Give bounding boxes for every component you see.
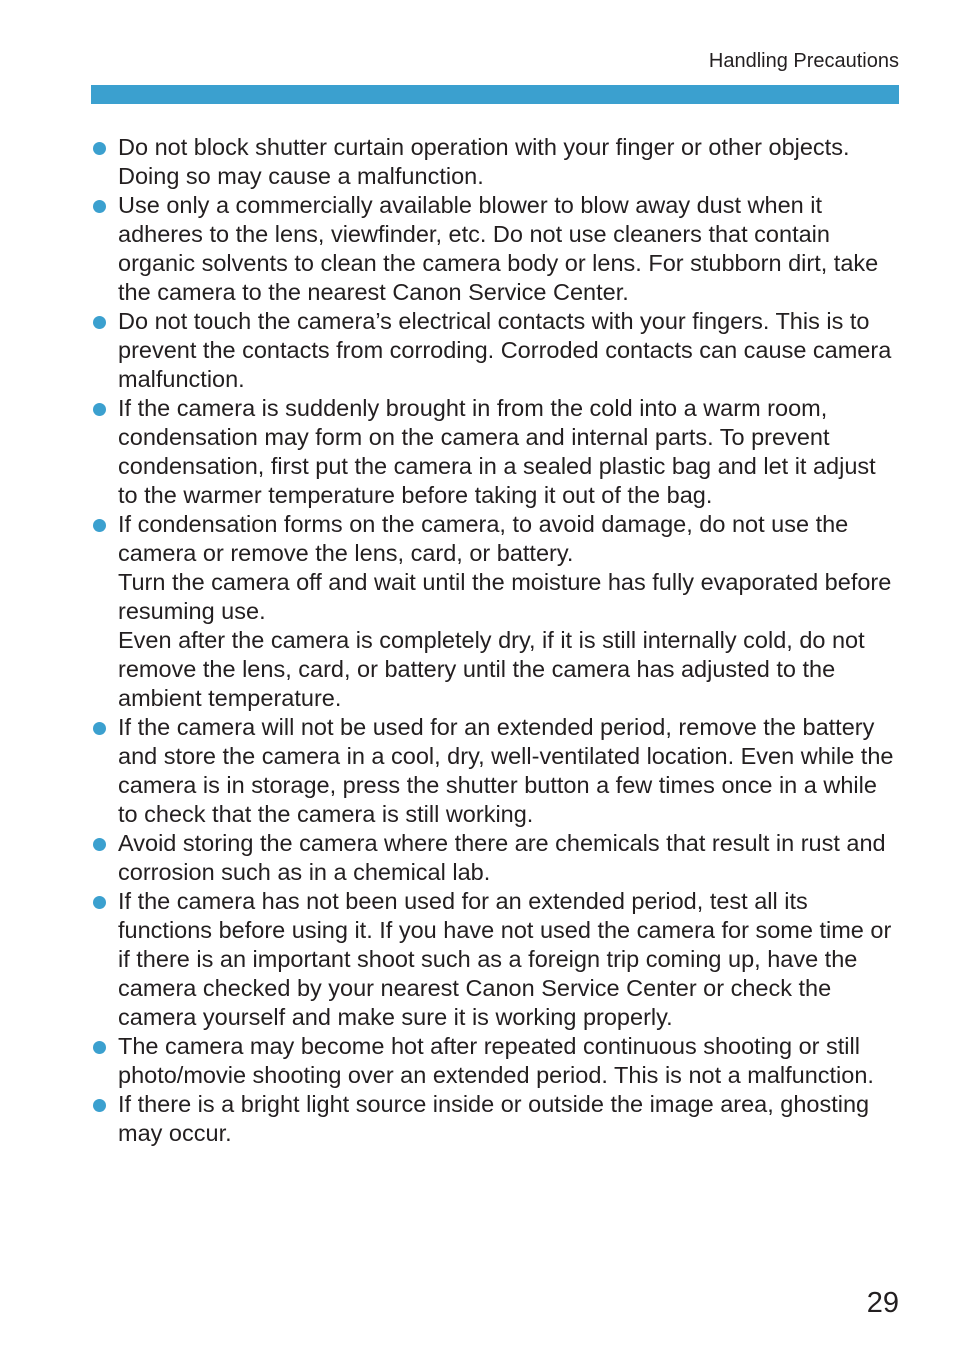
list-item-text: Do not touch the camera’s electrical contacts with your fingers. This is to prevent the contacts from corroding. Corroded contacts can cause camera malfunction.: [118, 308, 892, 392]
bullet-dot-icon: [93, 1041, 106, 1054]
bullet-dot-icon: [93, 142, 106, 155]
list-item-text: The camera may become hot after repeated continuous shooting or still photo/movie shooting over an extended period. This is not a malfunction.: [118, 1033, 874, 1088]
list-item-text: Use only a commercially available blower to blow away dust when it adheres to the lens, viewfinder, etc. Do not use cleaners that contain organic solvents to clean the camera body or lens. For stubborn dirt, take the camera to the nearest Canon Service Center.: [118, 192, 879, 305]
list-item-text: Turn the camera off and wait until the moisture has fully evaporated before resuming use.: [118, 569, 892, 624]
bullet-dot-icon: [93, 403, 106, 416]
list-item: [91, 829, 899, 887]
list-item: [91, 510, 899, 713]
section-title: Handling Precautions: [708, 50, 899, 72]
list-item-text: If the camera will not be used for an extended period, remove the battery and store the camera in a cool, dry, well-ventilated location. Even while the camera is in storage, press the shutter button a few times once in a while to check that the camera is still working.: [118, 714, 894, 827]
header-accent-bar: [91, 85, 899, 104]
list-item-text: Even after the camera is completely dry, if it is still internally cold, do not remove the lens, card, or battery until the camera has adjusted to the ambient temperature.: [118, 627, 865, 711]
list-item-text: If the camera is suddenly brought in from the cold into a warm room, condensation may form on the camera and internal parts. To prevent condensation, first put the camera in a sealed plastic bag and let it adjust to the warmer temperature before taking it out of the bag.: [118, 395, 876, 508]
list-item: [91, 1090, 899, 1148]
bullet-dot-icon: [93, 200, 106, 213]
page-number: 29: [866, 1287, 899, 1319]
bullet-dot-icon: [93, 1099, 106, 1112]
bullet-dot-icon: [93, 316, 106, 329]
bullet-dot-icon: [93, 519, 106, 532]
list-item-text: If the camera has not been used for an extended period, test all its functions before using it. If you have not used the camera for some time or if there is an important shoot such as a foreign trip coming up, have the camera checked by your nearest Canon Service Center or check the camera yourself and make sure it is working properly.: [118, 888, 892, 1030]
list-item: [91, 133, 899, 191]
bullet-dot-icon: [93, 838, 106, 851]
precautions-list: [91, 133, 899, 1148]
list-item-text: If there is a bright light source inside or outside the image area, ghosting may occur.: [118, 1091, 870, 1146]
list-item-text: If condensation forms on the camera, to avoid damage, do not use the camera or remove the lens, card, or battery.: [118, 511, 849, 566]
list-item: [91, 307, 899, 394]
list-item: [91, 1032, 899, 1090]
list-item-text: Do not block shutter curtain operation with your finger or other objects. Doing so may cause a malfunction.: [118, 134, 850, 189]
list-item-text: Avoid storing the camera where there are chemicals that result in rust and corrosion such as in a chemical lab.: [118, 830, 886, 885]
list-item: [91, 191, 899, 307]
list-item: [91, 394, 899, 510]
list-item: [91, 713, 899, 829]
list-item: [91, 887, 899, 1032]
bullet-dot-icon: [93, 722, 106, 735]
bullet-dot-icon: [93, 896, 106, 909]
